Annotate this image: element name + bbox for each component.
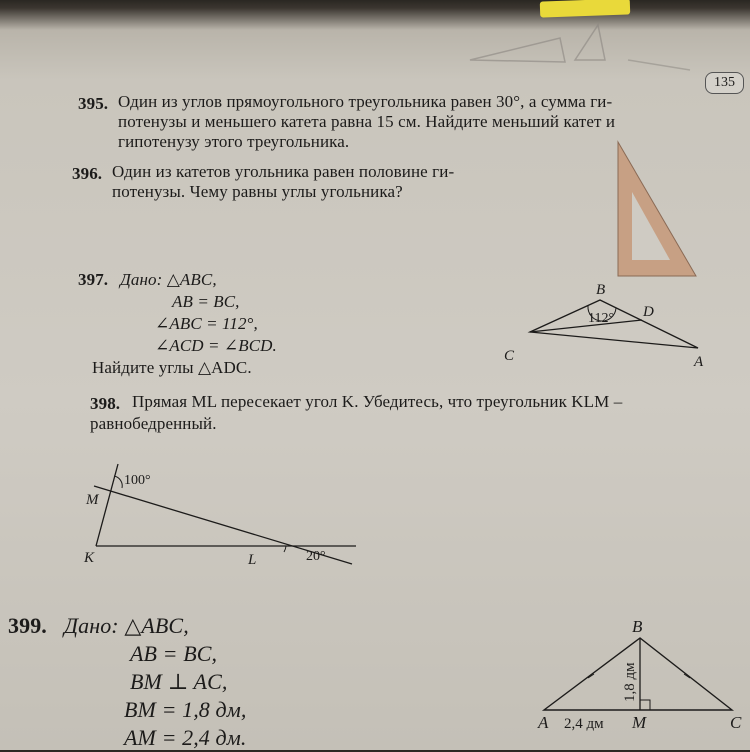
am-length-label: 2,4 дм — [564, 716, 604, 732]
label-l: L — [248, 552, 257, 568]
problem-395-line2: потенузы и меньшего катета равна 15 см. Найдите меньший катет и — [118, 112, 616, 131]
problem-395-line1: Один из углов прямоугольного треугольника равен 30°, а сумма ги- — [118, 92, 613, 111]
problem-397-given: Дано: △ABC, — [120, 270, 217, 289]
problem-399-line2: BM ⊥ AC, — [130, 669, 228, 694]
label-c: C — [730, 713, 742, 732]
problem-397-line3: ∠ACD = ∠BCD. — [155, 336, 277, 355]
problem-399-number: 399. — [8, 613, 47, 638]
label-c: C — [504, 348, 515, 364]
isosceles-triangle-figure-399 — [532, 616, 750, 736]
problem-395-line3: гипотенузу этого треугольника. — [118, 132, 350, 151]
label-m: M — [86, 492, 99, 508]
angle-112-label: 112° — [588, 311, 615, 326]
problem-398-number: 398. — [90, 394, 121, 413]
label-d: D — [643, 304, 654, 320]
triangle-abc-figure-397 — [500, 278, 730, 378]
problem-396-line2: потенузы. Чему равны углы угольника? — [112, 182, 403, 201]
ruler-sketch — [0, 0, 750, 90]
problem-399-given: Дано: △ABC, — [64, 613, 189, 638]
set-square-figure — [606, 140, 706, 280]
label-b: B — [632, 617, 643, 636]
problem-398-line1: Прямая ML пересекает угол K. Убедитесь, что треугольник KLM – — [132, 392, 623, 411]
problem-395-number: 395. — [78, 94, 109, 113]
problem-396-line1: Один из катетов угольника равен половине ги- — [112, 162, 455, 181]
angle-k-figure-398 — [80, 462, 380, 582]
label-k: K — [84, 550, 95, 566]
problem-398-line2: равнобедренный. — [90, 414, 217, 433]
problem-397-line2: ∠ABC = 112°, — [155, 314, 258, 333]
label-a: A — [694, 354, 704, 370]
angle-100-label: 100° — [124, 473, 151, 488]
problem-396-number: 396. — [72, 164, 103, 183]
problem-399-line1: AB = BC, — [130, 641, 218, 666]
angle-20-label: 20° — [306, 549, 326, 564]
page-number: 135 — [705, 72, 744, 94]
problem-397-number: 397. — [78, 270, 109, 289]
bm-length-label: 1,8 дм — [622, 662, 638, 702]
label-a: A — [538, 713, 549, 732]
problem-399-line3: BM = 1,8 дм, — [124, 697, 247, 722]
problem-397-find: Найдите углы △ADC. — [92, 358, 252, 377]
problem-397-line1: AB = BC, — [172, 292, 240, 311]
label-m: M — [632, 713, 647, 732]
label-b: B — [596, 282, 606, 298]
problem-399-line4: AM = 2,4 дм. — [124, 725, 247, 750]
